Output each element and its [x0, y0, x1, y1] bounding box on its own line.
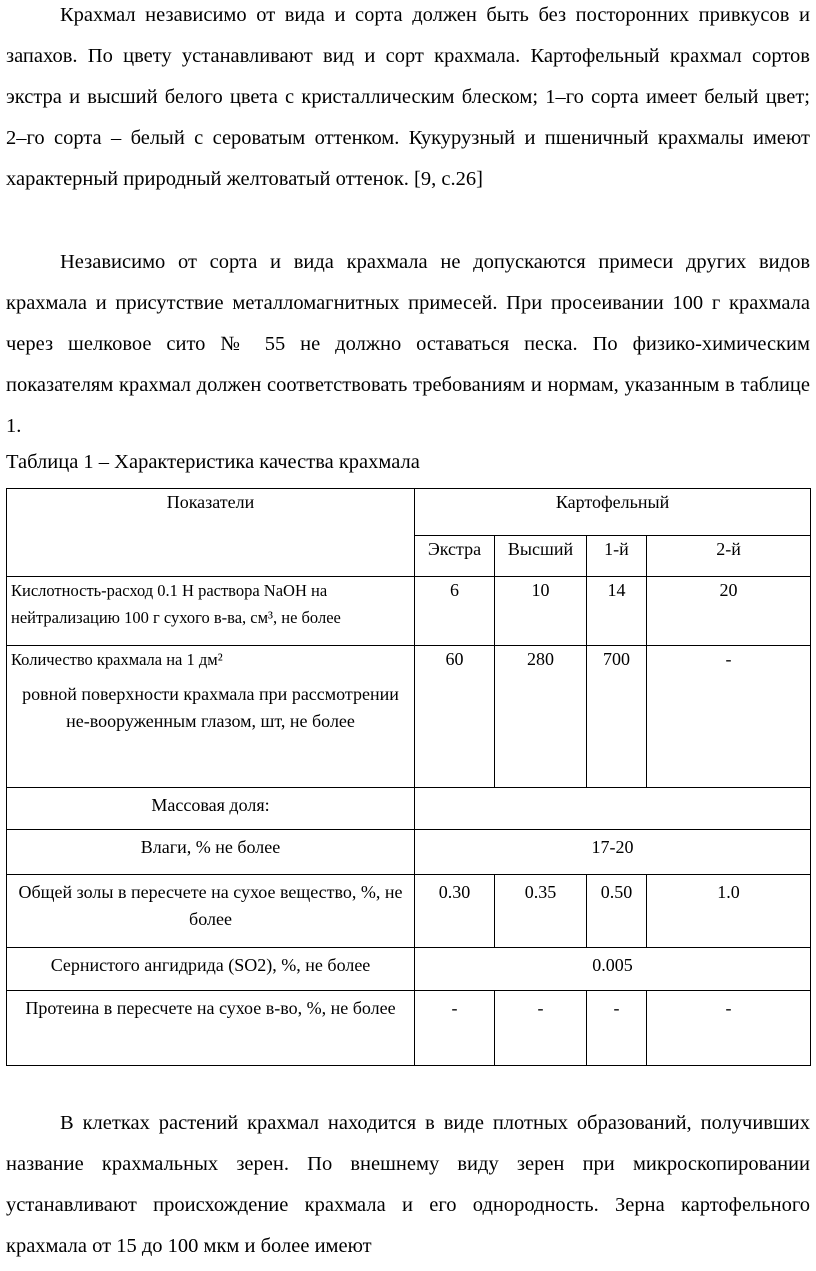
paragraph-starch-grains: В клетках растений крахмал находится в виде плотных образований, получивших название крахмальных зерен. По внешнему виду зерен при микроскопировании устанавливают происхождение крахмала и его однородность. Зерна картофельного крахмала от 15 до 100 мкм и более имеют [6, 1112, 810, 1257]
cell-value: 0.005 [415, 948, 811, 991]
cell-value: 20 [647, 577, 811, 646]
cell-empty [415, 788, 811, 830]
grade-first: 1-й [587, 536, 647, 577]
row-label-moisture: Влаги, % не более [7, 830, 415, 875]
cell-value: 0.30 [415, 875, 495, 948]
specks-label-first-line: Количество крахмала на 1 дм² [11, 650, 223, 669]
cell-value: 700 [587, 646, 647, 788]
row-label-specks [7, 646, 415, 788]
paragraph-impurities: Независимо от сорта и вида крахмала не допускаются примеси других видов крахмала и присутствие металломагнитных примесей. При просеивании 100 г крахмала через шелковое сито № 55 не должно оставаться песка. По физико-химическим показателям крахмал должен соответствовать требованиям и нормам, указанным в таблице 1. [6, 251, 810, 437]
table-row [7, 991, 811, 1066]
cell-value: 17-20 [415, 830, 811, 875]
cell-value: 10 [495, 577, 587, 646]
row-label-mass-fraction: Массовая доля: [7, 788, 415, 830]
header-indicator: Показатели [7, 489, 415, 577]
cell-value: - [415, 991, 495, 1066]
cell-value: 1.0 [647, 875, 811, 948]
cell-value: - [647, 646, 811, 788]
table-row [7, 875, 811, 948]
cell-value: 6 [415, 577, 495, 646]
row-label-sulfur: Сернистого ангидрида (SO2), %, не более [7, 948, 415, 991]
specks-label-continuation: ровной поверхности крахмала при рассмотрении не-вооруженным глазом, шт, не более [22, 684, 399, 731]
starch-quality-table [6, 488, 811, 1066]
table-caption: Таблица 1 – Характеристика качества крахмала [6, 451, 420, 473]
cell-value: 0.35 [495, 875, 587, 948]
table-row [7, 788, 811, 830]
cell-value: 280 [495, 646, 587, 788]
cell-value: - [587, 991, 647, 1066]
grade-extra: Экстра [415, 536, 495, 577]
table-header-row [7, 489, 811, 536]
table-row [7, 830, 811, 875]
cell-value: 60 [415, 646, 495, 788]
cell-value: 14 [587, 577, 647, 646]
grade-highest: Высший [495, 536, 587, 577]
header-potato: Картофельный [415, 489, 811, 536]
cell-value: 0.50 [587, 875, 647, 948]
cell-value: - [647, 991, 811, 1066]
row-label-protein: Протеина в пересчете на сухое в-во, %, не более [7, 991, 415, 1066]
table-row [7, 577, 811, 646]
cell-value: - [495, 991, 587, 1066]
table-row [7, 948, 811, 991]
paragraph-starch-taste-color: Крахмал независимо от вида и сорта должен быть без посторонних привкусов и запахов. По цвету устанавливают вид и сорт крахмала. Картофельный крахмал сортов экстра и высший белого цвета с кристаллическим блеском; 1–го сорта имеет белый цвет; 2–го сорта – белый с сероватым оттенком. Кукурузный и пшеничный крахмалы имеют характерный природный желтоватый оттенок. [9, с.26] [6, 4, 810, 190]
row-label-ash: Общей золы в пересчете на сухое вещество, %, не более [7, 875, 415, 948]
row-label-acidity: Кислотность-расход 0.1 Н раствора NaOH на нейтрализацию 100 г сухого в-ва, см³, не более [7, 577, 415, 646]
grade-second: 2-й [647, 536, 811, 577]
table-row [7, 646, 811, 788]
